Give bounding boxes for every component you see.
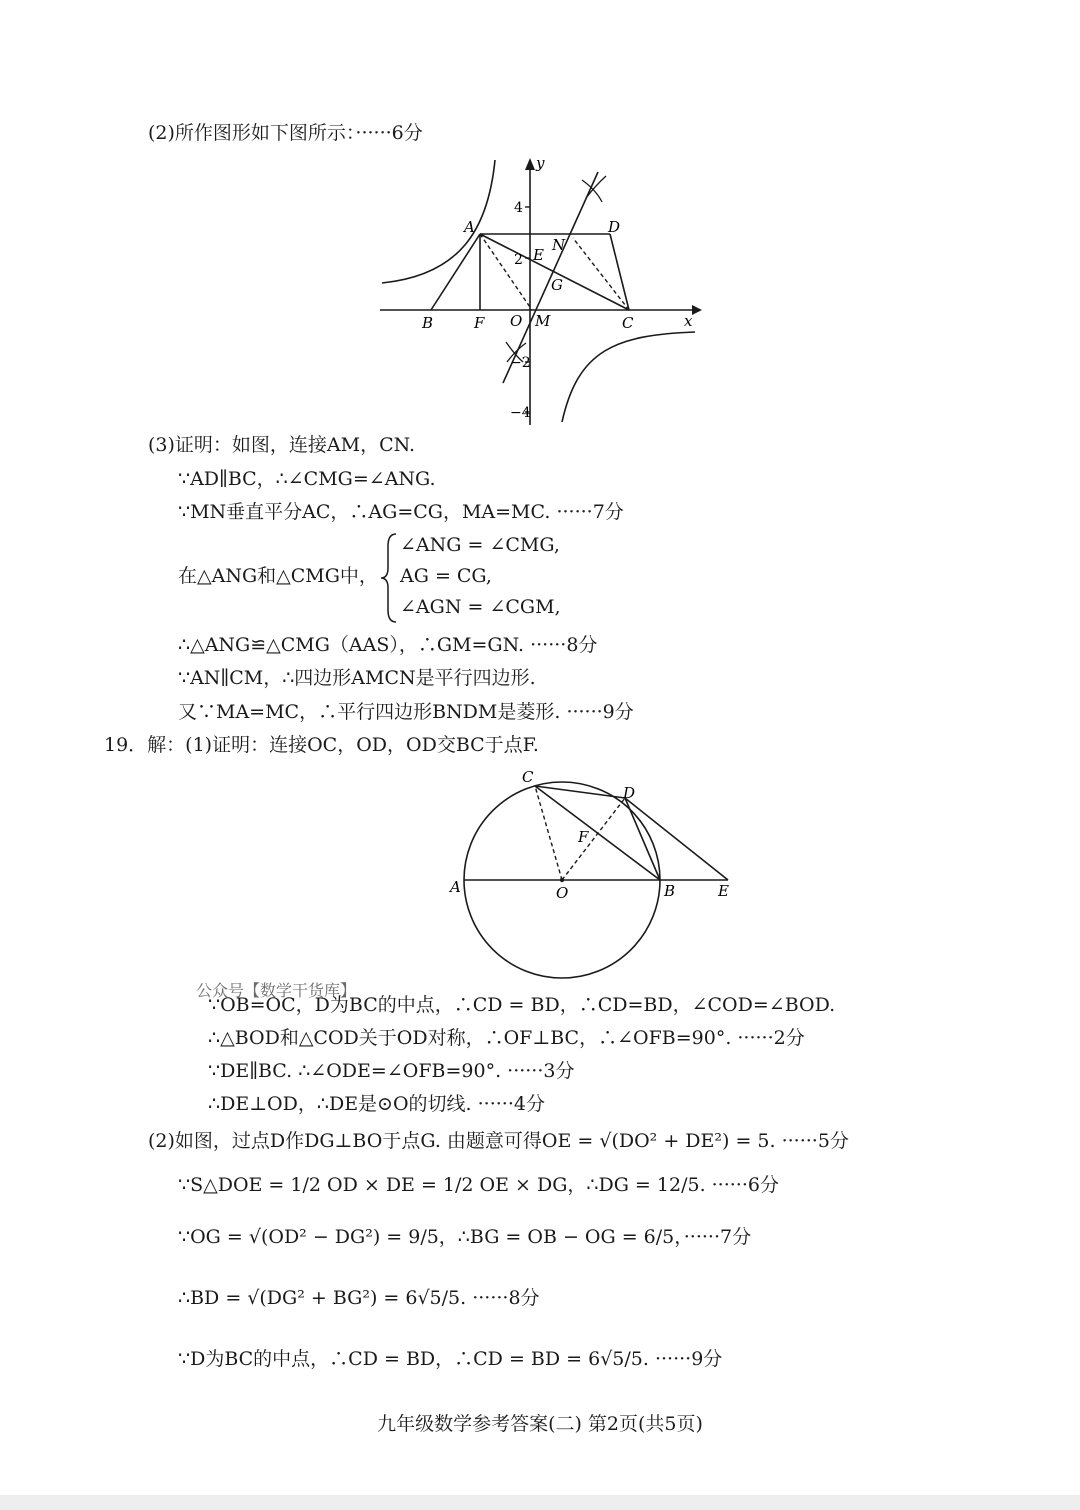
q19-l3: ∵DE∥BC. ∴∠ODE=∠OFB=90°. ······3分 [208, 1060, 575, 1082]
label-O2: O [556, 884, 569, 902]
q19-part2-l1: (2)如图，过点D作DG⊥BO于点G. 由题意可得OE = √(DO² + DE²) = 5. ······5分 [148, 1130, 849, 1152]
q18-part3-l7: 又∵MA=MC，∴平行四边形BNDM是菱形. ······9分 [178, 701, 634, 723]
label-F2: F [578, 828, 589, 846]
q19-part2-l2: ∵S△DOE = 1/2 OD × DE = 1/2 OE × DG，∴DG = 12/5. ······6分 [178, 1174, 779, 1196]
q19-part2-l4: ∴BD = √(DG² + BG²) = 6√5/5. ······8分 [178, 1287, 540, 1309]
q19-part2-l5: ∵D为BC的中点，∴CD = BD，∴CD = BD = 6√5/5. ······9分 [178, 1348, 723, 1370]
bottom-edge [0, 1495, 1080, 1510]
q19-l2: ∴△BOD和△COD关于OD对称，∴OF⊥BC，∴∠OFB=90°. ······2分 [208, 1027, 805, 1049]
label-D: D [608, 218, 621, 236]
label-M: M [535, 312, 551, 330]
label-E2: E [718, 882, 729, 900]
q19-head: 19．解：(1)证明：连接OC，OD，OD交BC于点F. [104, 734, 539, 756]
brace-icon [378, 532, 398, 624]
label-D2: D [623, 784, 636, 802]
page-footer: 九年级数学参考答案(二) 第2页(共5页) [377, 1413, 703, 1435]
q18-part3-l2: ∵AD∥BC，∴∠CMG=∠ANG. [178, 468, 436, 490]
watermark: 公众号【数学干货库】 [196, 981, 357, 1000]
label-B: B [422, 314, 434, 332]
q19-l1: ∵OB=OC，D为BC的中点，∴CD = BD，∴CD=BD，∠COD=∠BOD. [208, 994, 836, 1016]
label-C: C [622, 314, 634, 332]
figure-circle-diagram [440, 760, 740, 985]
q19-part2-l3: ∵OG = √(OD² − DG²) = 9/5，∴BG = OB − OG = 6/5，······7分 [178, 1226, 752, 1248]
axis-x-label: x [684, 312, 693, 330]
label-C2: C [522, 768, 534, 786]
label-G: G [551, 276, 563, 294]
q18-part3-l5: ∴△ANG≌△CMG（AAS），∴GM=GN. ······8分 [178, 634, 598, 656]
brace-line-1: ∠ANG = ∠CMG, [400, 534, 560, 556]
q18-part2-intro: (2)所作图形如下图所示：······6分 [148, 122, 423, 144]
q18-part3-l6: ∵AN∥CM，∴四边形AMCN是平行四边形. [178, 667, 536, 689]
tick-neg2: −2 [510, 355, 531, 371]
q18-part3-l3: ∵MN垂直平分AC，∴AG=CG，MA=MC. ······7分 [178, 501, 624, 523]
tick-4: 4 [514, 200, 523, 216]
label-F: F [474, 314, 485, 332]
label-O: O [510, 312, 523, 330]
label-A2: A [450, 878, 461, 896]
axis-y-label: y [536, 154, 545, 172]
tick-2: 2 [514, 252, 523, 268]
label-B2: B [664, 882, 676, 900]
tick-neg4: −4 [510, 405, 531, 421]
label-E: E [533, 246, 544, 264]
label-N: N [552, 236, 566, 254]
brace-line-2: AG = CG, [400, 565, 492, 587]
brace-line-3: ∠AGN = ∠CGM, [400, 596, 561, 618]
q19-l4: ∴DE⊥OD，∴DE是⊙O的切线. ······4分 [208, 1093, 545, 1115]
q18-part3-l1: (3)证明：如图，连接AM，CN. [148, 434, 416, 456]
figure-coordinate-diagram [370, 150, 710, 430]
label-A: A [464, 218, 475, 236]
q18-part3-l4-prefix: 在△ANG和△CMG中， [178, 565, 378, 587]
